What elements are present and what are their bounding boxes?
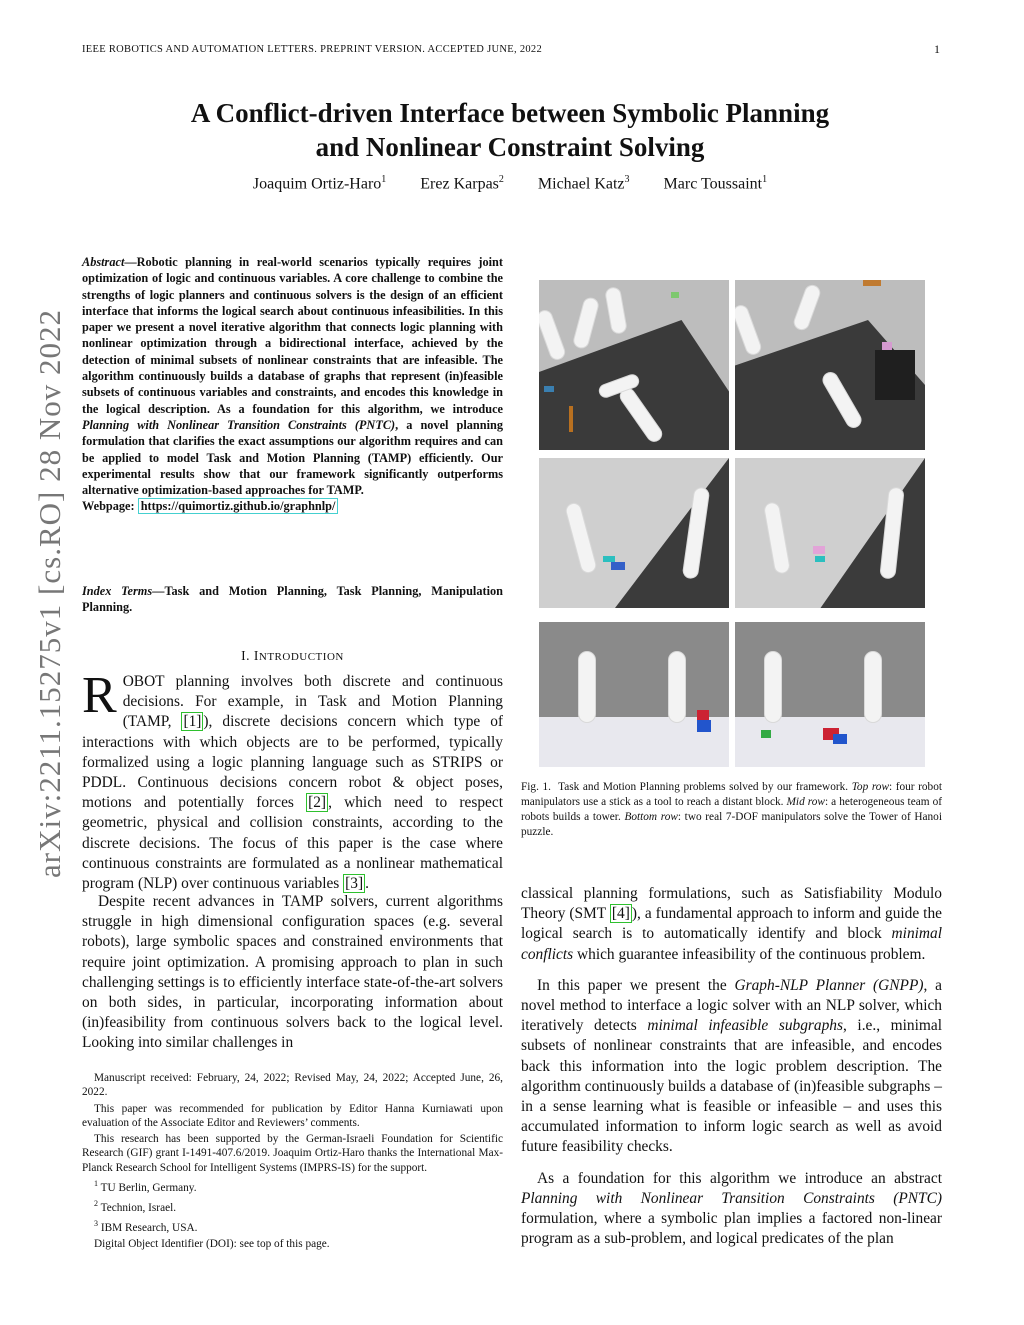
- webpage-line: Webpage: https://quimortiz.github.io/graphnlp/: [82, 498, 503, 514]
- citation-link[interactable]: [2]: [308, 794, 327, 812]
- figure-panel-top-right: [735, 280, 925, 450]
- abstract-label: Abstract: [82, 255, 125, 269]
- figure-panel-mid-left: [539, 458, 729, 608]
- right-column-text: [521, 884, 942, 1260]
- title-line-1: A Conflict-driven Interface between Symbolic Planning: [190, 98, 830, 128]
- block: [671, 292, 679, 298]
- running-header: IEEE ROBOTICS AND AUTOMATION LETTERS. PREPRINT VERSION. ACCEPTED JUNE, 2022: [82, 44, 543, 55]
- block: [761, 730, 771, 738]
- block: [882, 342, 892, 350]
- author: Marc Toussaint$^1$: [663, 174, 768, 193]
- author: Michael Katz$^3$: [537, 174, 630, 193]
- figure-caption: Fig. 1. Task and Motion Planning problems solved by our framework. Top row: four robot manipulators use a stick as a tool to reach a distant block. Mid row: a heterogeneous team of robots builds a tower. Bottom row: two real 7-DOF manipulators solve the Tower of Hanoi puzzle.: [521, 781, 942, 838]
- block: [697, 720, 711, 732]
- intro-paragraph-2: Despite recent advances in TAMP solvers, current algorithms struggle in high dimensional configuration spaces (e.g. several robots), large symbolic spaces and constrained environments that require joint optimization. A promising approach to plan in such challenging settings is to efficiently interface state-of-the-art solvers on both sides, in particular, incorporating information about (in)feasibility from continuous solvers back to the logical level. Looking into similar challenges in: [82, 893, 503, 1052]
- robot-arm: [735, 304, 762, 356]
- block: [813, 546, 825, 554]
- citation-link[interactable]: [3]: [345, 875, 364, 893]
- robot-arm: [865, 652, 881, 722]
- block: [863, 280, 881, 286]
- figure-panel-bottom-left: [539, 622, 729, 767]
- footnote-support: This research has been supported by the German-Israeli Foundation for Scientific Research (GIF) grant I-1491-407.6/2019. Joaquim Ortiz-Haro thanks the International Max-Planck Research School for Intelligent Systems (IMPRS-IS) for the support.: [82, 1133, 503, 1174]
- block: [833, 734, 847, 744]
- block: [603, 556, 615, 562]
- footnote-editor: This paper was recommended for publication by Editor Hanna Kurniawati upon evaluation of the Associate Editor and Reviewers’ comments.: [82, 1102, 503, 1129]
- robot-arm: [793, 284, 822, 331]
- robot-arm: [573, 297, 599, 349]
- footnotes: [82, 1071, 503, 1254]
- abstract: Abstract—Robotic planning in real-world scenarios typically requires joint optimization of logic and continuous variables. A core challenge to combine the strengths of logic planners and continuous solvers is the design of an efficient interface that informs the logical search about continuous infeasibilities. In this paper we present a novel iterative algorithm that connects logic planning with nonlinear optimization through a bidirectional interface, achieved by the detection of minimal subsets of nonlinear constraints that are infeasible. The algorithm continuously builds a database of graphs that represent (in)feasible subsets of continuous variables and constraints, and encodes this knowledge in the logical description. As a foundation for this algorithm, we introduce Planning with Nonlinear Transition Constraints (PNTC), a novel planning formulation that clarifies the exact assumptions our algorithm requires and can be applied to model Task and Motion Planning (TAMP) efficiently. Our experimental results show that our framework significantly outperforms alternative optimization-based approaches for TAMP. Webpage: https://quimortiz.github.io/graphnlp/: [82, 255, 503, 514]
- figure-panel-bottom-right: [735, 622, 925, 767]
- robot-arm: [765, 652, 781, 722]
- stick-tool: [569, 406, 573, 432]
- footnote-received: Manuscript received: February, 24, 2022; Revised May, 24, 2022; Accepted June, 26, 2022.: [82, 1072, 503, 1099]
- table-white: [735, 717, 925, 767]
- robot-arm: [565, 502, 597, 573]
- index-terms: Index Terms—Task and Motion Planning, Task Planning, Manipulation Planning.: [82, 584, 503, 615]
- intro-paragraph-1: ROBOT planning involves both discrete and continuous decisions. For example, in Task and Motion Planning (TAMP, [1] ), discrete decisions concern which type of interactions with which objects are to be performed, typically formalized using a logic planning language such as STRIPS or PDDL. Continuous decisions concern robot & object poses, motions and potentially forces [2] , which need to respect geometric, physical and collision constraints, according to the discrete decisions. The focus of this paper is the case where continuous constraints are formulated as a nonlinear mathematical program (NLP) over continuous variables [3] .: [82, 667, 504, 893]
- black-box: [875, 350, 915, 400]
- footnote-affiliation: $^3$ IBM Research, USA.: [94, 1219, 198, 1234]
- block: [544, 386, 554, 392]
- paragraph: classical planning formulations, such as Satisfiability Modulo Theory (SMT [4] ), a fundamental approach to inform and guide the logical search is to automatically identify and block minimal conflicts which guarantee infeasibility of the continuous problem.: [521, 885, 942, 963]
- paragraph: As a foundation for this algorithm we introduce an abstract Planning with Nonlinear Transition Constraints (PNTC) formulation, where a symbolic plan implies a factored non-linear program as a sub-problem, and logical predicates of the plan: [521, 1169, 942, 1248]
- author: Erez Karpas$^2$: [420, 174, 504, 193]
- section-heading: I. INTRODUCTION: [241, 648, 344, 663]
- title-line-2: and Nonlinear Constraint Solving: [315, 132, 705, 162]
- robot-arm: [764, 502, 790, 573]
- webpage-link[interactable]: https://quimortiz.github.io/graphnlp/: [138, 498, 339, 514]
- citation-link[interactable]: [4]: [611, 905, 630, 923]
- robot-arm: [669, 652, 685, 722]
- author: Joaquim Ortiz-Haro$^1$: [252, 174, 387, 193]
- figure-panel-mid-right: [735, 458, 925, 608]
- robot-arm: [605, 287, 627, 334]
- citation-link[interactable]: [1]: [183, 713, 202, 731]
- arxiv-stamp: arXiv:2211.15275v1 [cs.RO] 28 Nov 2022: [32, 309, 67, 878]
- paragraph: In this paper we present the Graph-NLP Planner (GNPP), a novel method to interface a logic solver with an NLP solver, which iteratively detects minimal infeasible subgraphs, i.e., minimal subsets of nonlinear constraints that are infeasible, and encodes back this information into the logic problem description. The algorithm continuously builds a database of (in)feasible subgraphs – in a sense learning what is feasible or infeasible – and uses this accumulated information to inform logic search as well as avoid future feasibility checks.: [521, 976, 942, 1156]
- figure-panel-top-left: [539, 280, 729, 450]
- block: [611, 562, 625, 570]
- footnote-affiliation: $^2$ Technion, Israel.: [94, 1199, 177, 1214]
- block: [815, 556, 825, 562]
- author-list: [140, 174, 880, 193]
- page-number: 1: [934, 42, 940, 56]
- footnote-affiliation: $^1$ TU Berlin, Germany.: [94, 1179, 197, 1194]
- drop-cap: R: [82, 667, 117, 724]
- robot-arm: [579, 652, 595, 722]
- paper-title: [100, 96, 920, 164]
- block: [697, 710, 709, 720]
- robot-arm: [539, 309, 566, 361]
- footnote-doi: Digital Object Identifier (DOI): see top of this page.: [94, 1238, 330, 1251]
